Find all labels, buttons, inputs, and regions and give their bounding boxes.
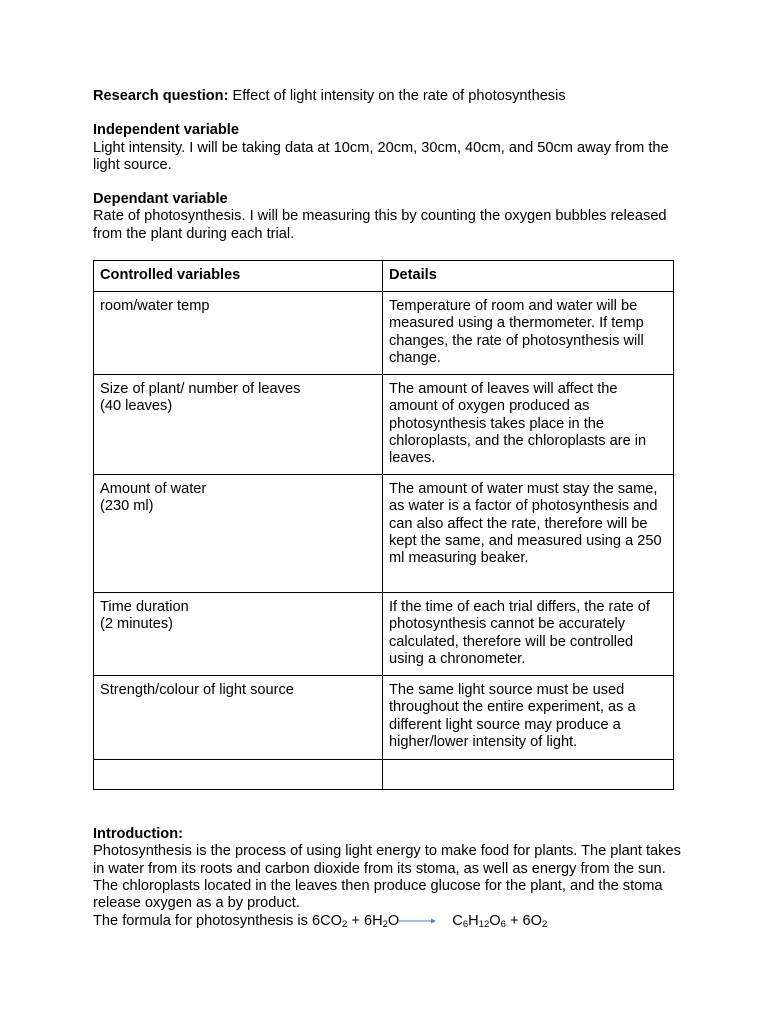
variable-note: (40 leaves): [100, 398, 173, 415]
variable-note: (230 ml): [100, 498, 154, 515]
research-question-text: Effect of light intensity on the rate of photosynthesis: [228, 88, 566, 104]
table-row: [94, 292, 674, 375]
variable-name: Amount of water: [100, 481, 207, 498]
variable-cell: [94, 375, 383, 475]
table-row: [94, 475, 674, 593]
research-question: [93, 88, 683, 105]
variable-cell: [94, 676, 383, 760]
details-cell-empty: [383, 760, 674, 790]
details-cell: The same light source must be used throughout the entire experiment, as a different light source may produce a higher/lower intensity of light.: [383, 676, 674, 760]
formula-reactant-co2: $6CO_2$ +: [312, 912, 364, 930]
dependant-variable-heading: [93, 191, 683, 208]
introduction-heading: [93, 826, 683, 843]
variable-cell: [94, 292, 383, 375]
independent-variable-heading: [93, 122, 683, 139]
table-row-empty: [94, 760, 674, 790]
document-content: [93, 88, 683, 930]
research-question-label: Research question:: [93, 88, 229, 104]
reaction-arrow-icon: [398, 916, 436, 926]
table-header-row: [94, 261, 674, 292]
independent-variable-heading-text: Independent variable: [93, 122, 239, 139]
variable-name: Strength/colour of light source: [100, 682, 294, 699]
dependant-variable-heading-text: Dependant variable: [93, 191, 228, 208]
table-row: [94, 676, 674, 760]
header-details: Details: [383, 261, 674, 292]
formula-product-glucose: $C_6H_{12}O_6$ +: [452, 912, 523, 930]
photosynthesis-formula: [93, 913, 683, 930]
dependant-variable-text: Rate of photosynthesis. I will be measuring this by counting the oxygen bubbles released from the plant during each trial.: [93, 208, 667, 242]
variable-name: room/water temp: [100, 298, 210, 315]
formula-product-o2: $6O_2$: [522, 912, 548, 930]
details-cell: The amount of water must stay the same, as water is a factor of photosynthesis and can also affect the rate, therefore will be kept the same, and measured using a 250 ml measuring beaker.: [383, 475, 674, 593]
independent-variable-text: Light intensity. I will be taking data at 10cm, 20cm, 30cm, 40cm, and 50cm away from the light source.: [93, 139, 669, 173]
introduction-heading-text: Introduction:: [93, 826, 183, 843]
formula-intro: The formula for photosynthesis is: [93, 912, 313, 929]
formula-reactant-h2o: $6H_2O$: [363, 912, 400, 930]
variable-note: (2 minutes): [100, 616, 173, 633]
variable-cell-empty: [94, 760, 383, 790]
controlled-variables-table: [93, 260, 674, 790]
table-row: [94, 375, 674, 475]
header-controlled-variables: Controlled variables: [94, 261, 383, 292]
details-cell: The amount of leaves will affect the amount of oxygen produced as photosynthesis takes place in the chloroplasts, and the chloroplasts are in leaves.: [383, 375, 674, 475]
details-cell: If the time of each trial differs, the rate of photosynthesis cannot be accurately calculated, therefore will be controlled using a chronometer.: [383, 593, 674, 676]
variable-name: Time duration: [100, 599, 189, 616]
variable-name: Size of plant/ number of leaves: [100, 381, 301, 398]
variable-cell: [94, 475, 383, 593]
variable-cell: [94, 593, 383, 676]
table-row: [94, 593, 674, 676]
introduction-text: Photosynthesis is the process of using light energy to make food for plants. The plant takes in water from its roots and carbon dioxide from its stoma, as well as energy from the sun. The chloroplasts located in the leaves then produce glucose for the plant, and the stoma release oxygen as a by product.: [93, 843, 681, 912]
details-cell: Temperature of room and water will be measured using a thermometer. If temp changes, the rate of photosynthesis will change.: [383, 292, 674, 375]
introduction-section: [93, 826, 683, 930]
